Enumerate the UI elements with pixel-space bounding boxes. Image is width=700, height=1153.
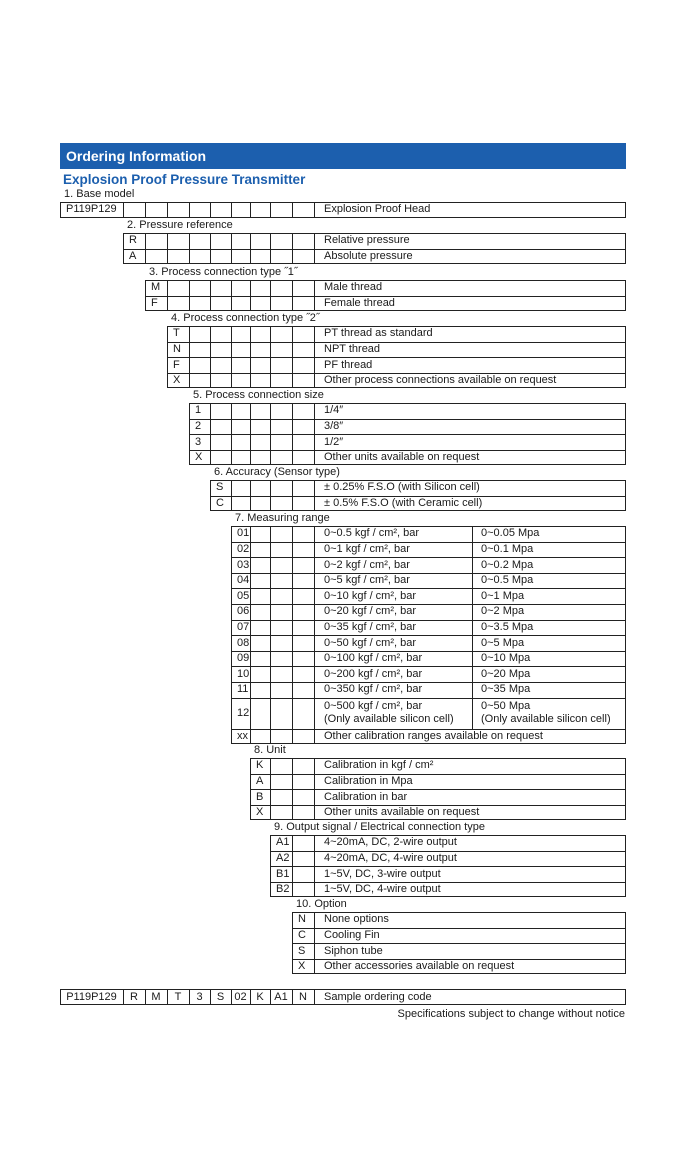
option-mpa-range: 0~20 Mpa [481,667,531,680]
cell-divider [314,280,315,311]
cell-divider [270,403,271,465]
option-description: Absolute pressure [324,249,413,262]
option-code: 11 [237,683,249,696]
option-description: ± 0.25% F.S.O (with Silicon cell) [324,481,480,494]
option-code: 08 [237,636,250,649]
sample-code-cell: P119P129 [66,991,117,1003]
option-code: X [298,960,306,973]
cell-divider [167,202,168,218]
cell-divider [145,202,146,218]
cell-divider [314,480,315,511]
option-code: xx [237,729,248,742]
option-code: F [151,296,158,309]
sample-code-cell: T [174,991,182,1003]
option-description: Other units available on request [324,806,480,819]
cell-divider [189,233,190,264]
option-description: 0~1 kgf / cm², bar [324,542,410,555]
option-description: 1~5V, DC, 4-wire output [324,883,441,896]
cell-divider [210,233,211,264]
page-title: Explosion Proof Pressure Transmitter [63,172,306,187]
cell-divider [270,280,271,311]
row-divider [231,651,626,652]
option-code: 01 [237,527,250,540]
option-mpa-range: 0~5 Mpa [481,636,525,649]
option-code: 06 [237,605,250,618]
option-code: 10 [237,667,250,680]
option-code: X [256,806,264,819]
option-description: Explosion Proof Head [324,203,431,216]
cell-divider [231,202,232,218]
option-table [231,526,626,744]
option-code: S [216,481,224,494]
row-divider [231,635,626,636]
option-code: 05 [237,589,250,602]
cell-divider [231,403,232,465]
cell-divider [210,202,211,218]
cell-divider [231,280,232,311]
row-divider [231,604,626,605]
option-code: 07 [237,620,250,633]
cell-divider [210,403,211,465]
cell-divider [314,526,315,744]
sample-code-label: Sample ordering code [324,991,432,1003]
option-code: N [298,913,306,926]
option-code: 12 [237,706,250,719]
option-code: A [129,249,137,262]
cell-divider [270,326,271,388]
section-label: 9. Output signal / Electrical connection type [274,821,485,833]
cell-divider [314,835,315,897]
section-label: 1. Base model [64,188,135,200]
option-code: B1 [276,867,290,880]
row-divider [167,357,626,358]
option-code: 2 [195,419,202,432]
section-label: 5. Process connection size [193,389,324,401]
option-description: Relative pressure [324,234,410,247]
cell-divider [189,280,190,311]
option-description: 1/2″ [324,435,344,448]
sample-code-cell: M [151,991,161,1003]
option-description: Calibration in bar [324,790,408,803]
option-code: A [256,774,264,787]
option-description: Calibration in kgf / cm² [324,759,434,772]
cell-divider [270,233,271,264]
cell-divider [292,280,293,311]
cell-divider [250,526,251,744]
option-description: 0~50 kgf / cm², bar [324,636,417,649]
option-code: C [216,496,224,509]
option-code: X [173,374,181,387]
option-description: Male thread [324,281,383,294]
option-mpa-range: 0~3.5 Mpa [481,620,534,633]
option-description: 4~20mA, DC, 2-wire output [324,836,457,849]
cell-divider [231,480,232,511]
cell-divider [210,326,211,388]
option-code: 1 [195,404,202,417]
option-description: 1~5V, DC, 3-wire output [324,867,441,880]
row-divider [167,342,626,343]
cell-divider [210,280,211,311]
row-divider [250,789,626,790]
section-label: 10. Option [296,898,347,910]
option-description: 0~20 kgf / cm², bar [324,605,417,618]
cell-divider [314,989,315,1005]
option-code: K [256,759,264,772]
option-mpa-range: 0~10 Mpa [481,652,531,665]
option-mpa-range: 0~0.05 Mpa [481,527,540,540]
section-label: 3. Process connection type ˝1˝ [149,266,298,278]
sample-code-cell: A1 [274,991,288,1003]
option-description: PT thread as standard [324,327,433,340]
sample-code-cell: S [216,991,225,1003]
row-divider [189,419,626,420]
cell-divider [292,202,293,218]
cell-divider [189,326,190,388]
row-divider [231,682,626,683]
option-mpa-range: 0~35 Mpa [481,683,531,696]
option-code: T [173,327,180,340]
option-code: 3 [195,435,202,448]
option-description: Other calibration ranges available on request [324,729,543,742]
option-code: 04 [237,574,250,587]
cell-divider [123,202,124,218]
option-description: Female thread [324,296,395,309]
cell-divider [167,233,168,264]
option-description: NPT thread [324,342,381,355]
option-description: Other units available on request [324,451,480,464]
row-divider [231,620,626,621]
option-description: Cooling Fin [324,928,380,941]
option-code: P119P129 [66,203,117,216]
option-code: A1 [276,836,290,849]
option-description: 0~350 kgf / cm², bar [324,683,423,696]
option-description: Siphon tube [324,944,383,957]
row-divider [231,542,626,543]
cell-divider [314,758,315,820]
section-label: 2. Pressure reference [127,219,233,231]
section-banner [60,143,626,169]
option-code: B2 [276,883,290,896]
option-description: 0~2 kgf / cm², bar [324,558,410,571]
cell-divider [250,280,251,311]
sample-code-cell: 02 [234,991,247,1003]
cell-divider [270,480,271,511]
option-description: 3/8″ [324,419,344,432]
cell-divider [250,403,251,465]
sample-code-cell: 3 [196,991,203,1003]
option-code: 02 [237,542,250,555]
sample-code-cell: N [299,991,307,1003]
option-description: 4~20mA, DC, 4-wire output [324,851,457,864]
option-code: M [151,281,161,294]
row-divider [250,774,626,775]
option-code: R [129,234,137,247]
cell-divider [270,526,271,744]
option-code: C [298,928,306,941]
row-divider [189,434,626,435]
cell-divider [314,202,315,218]
option-description: None options [324,913,389,926]
option-mpa-range: 0~0.5 Mpa [481,574,534,587]
option-description: 0~10 kgf / cm², bar [324,589,417,602]
option-description: 0~5 kgf / cm², bar [324,574,410,587]
cell-divider [314,912,315,974]
option-description: 1/4″ [324,404,344,417]
row-divider [231,573,626,574]
option-description-note: (Only available silicon cell) [324,712,454,725]
option-description: ± 0.5% F.S.O (with Ceramic cell) [324,496,483,509]
cell-divider [314,233,315,264]
option-description: 0~200 kgf / cm², bar [324,667,423,680]
cell-divider [292,526,293,744]
option-description: 0~100 kgf / cm², bar [324,652,423,665]
section-label: 4. Process connection type ˝2˝ [171,312,320,324]
option-mpa-note: (Only available silicon cell) [481,712,611,725]
option-mpa-range: 0~2 Mpa [481,605,525,618]
option-code: A2 [276,851,290,864]
row-divider [231,698,626,699]
option-mpa-range: 0~0.1 Mpa [481,542,534,555]
row-divider [231,557,626,558]
option-code: B [256,790,264,803]
cell-divider [292,403,293,465]
option-mpa-range: 0~0.2 Mpa [481,558,534,571]
cell-divider [231,326,232,388]
cell-divider [250,480,251,511]
cell-divider [250,202,251,218]
option-description: PF thread [324,358,373,371]
cell-divider [189,202,190,218]
footnote: Specifications subject to change without notice [397,1008,625,1020]
option-code: S [298,944,306,957]
option-code: 09 [237,652,250,665]
cell-divider [167,280,168,311]
cell-divider [270,202,271,218]
sample-code-cell: R [130,991,138,1003]
section-label: 7. Measuring range [235,512,330,524]
option-description: Other accessories available on request [324,960,515,973]
option-code: X [195,451,203,464]
option-description: 0~0.5 kgf / cm², bar [324,527,420,540]
cell-divider [314,403,315,465]
cell-divider [250,233,251,264]
section-label: 8. Unit [254,744,286,756]
option-description: 0~500 kgf / cm², bar [324,699,423,712]
cell-divider [145,233,146,264]
cell-divider [314,326,315,388]
option-mpa-range: 0~1 Mpa [481,589,525,602]
range-divider [472,526,473,729]
banner-title: Ordering Information [66,148,206,164]
option-code: F [173,358,180,371]
cell-divider [250,326,251,388]
option-code: N [173,342,181,355]
cell-divider [292,233,293,264]
cell-divider [231,233,232,264]
cell-divider [292,326,293,388]
cell-divider [270,758,271,820]
option-mpa-range: 0~50 Mpa [481,699,531,712]
sample-code-cell: K [256,991,264,1003]
section-label: 6. Accuracy (Sensor type) [214,466,340,478]
option-description: Calibration in Mpa [324,774,413,787]
option-description: Other process connections available on request [324,374,557,387]
option-description: 0~35 kgf / cm², bar [324,620,417,633]
cell-divider [292,480,293,511]
option-code: 03 [237,558,250,571]
row-divider [231,588,626,589]
cell-divider [292,758,293,820]
row-divider [231,666,626,667]
cell-divider [292,835,293,897]
